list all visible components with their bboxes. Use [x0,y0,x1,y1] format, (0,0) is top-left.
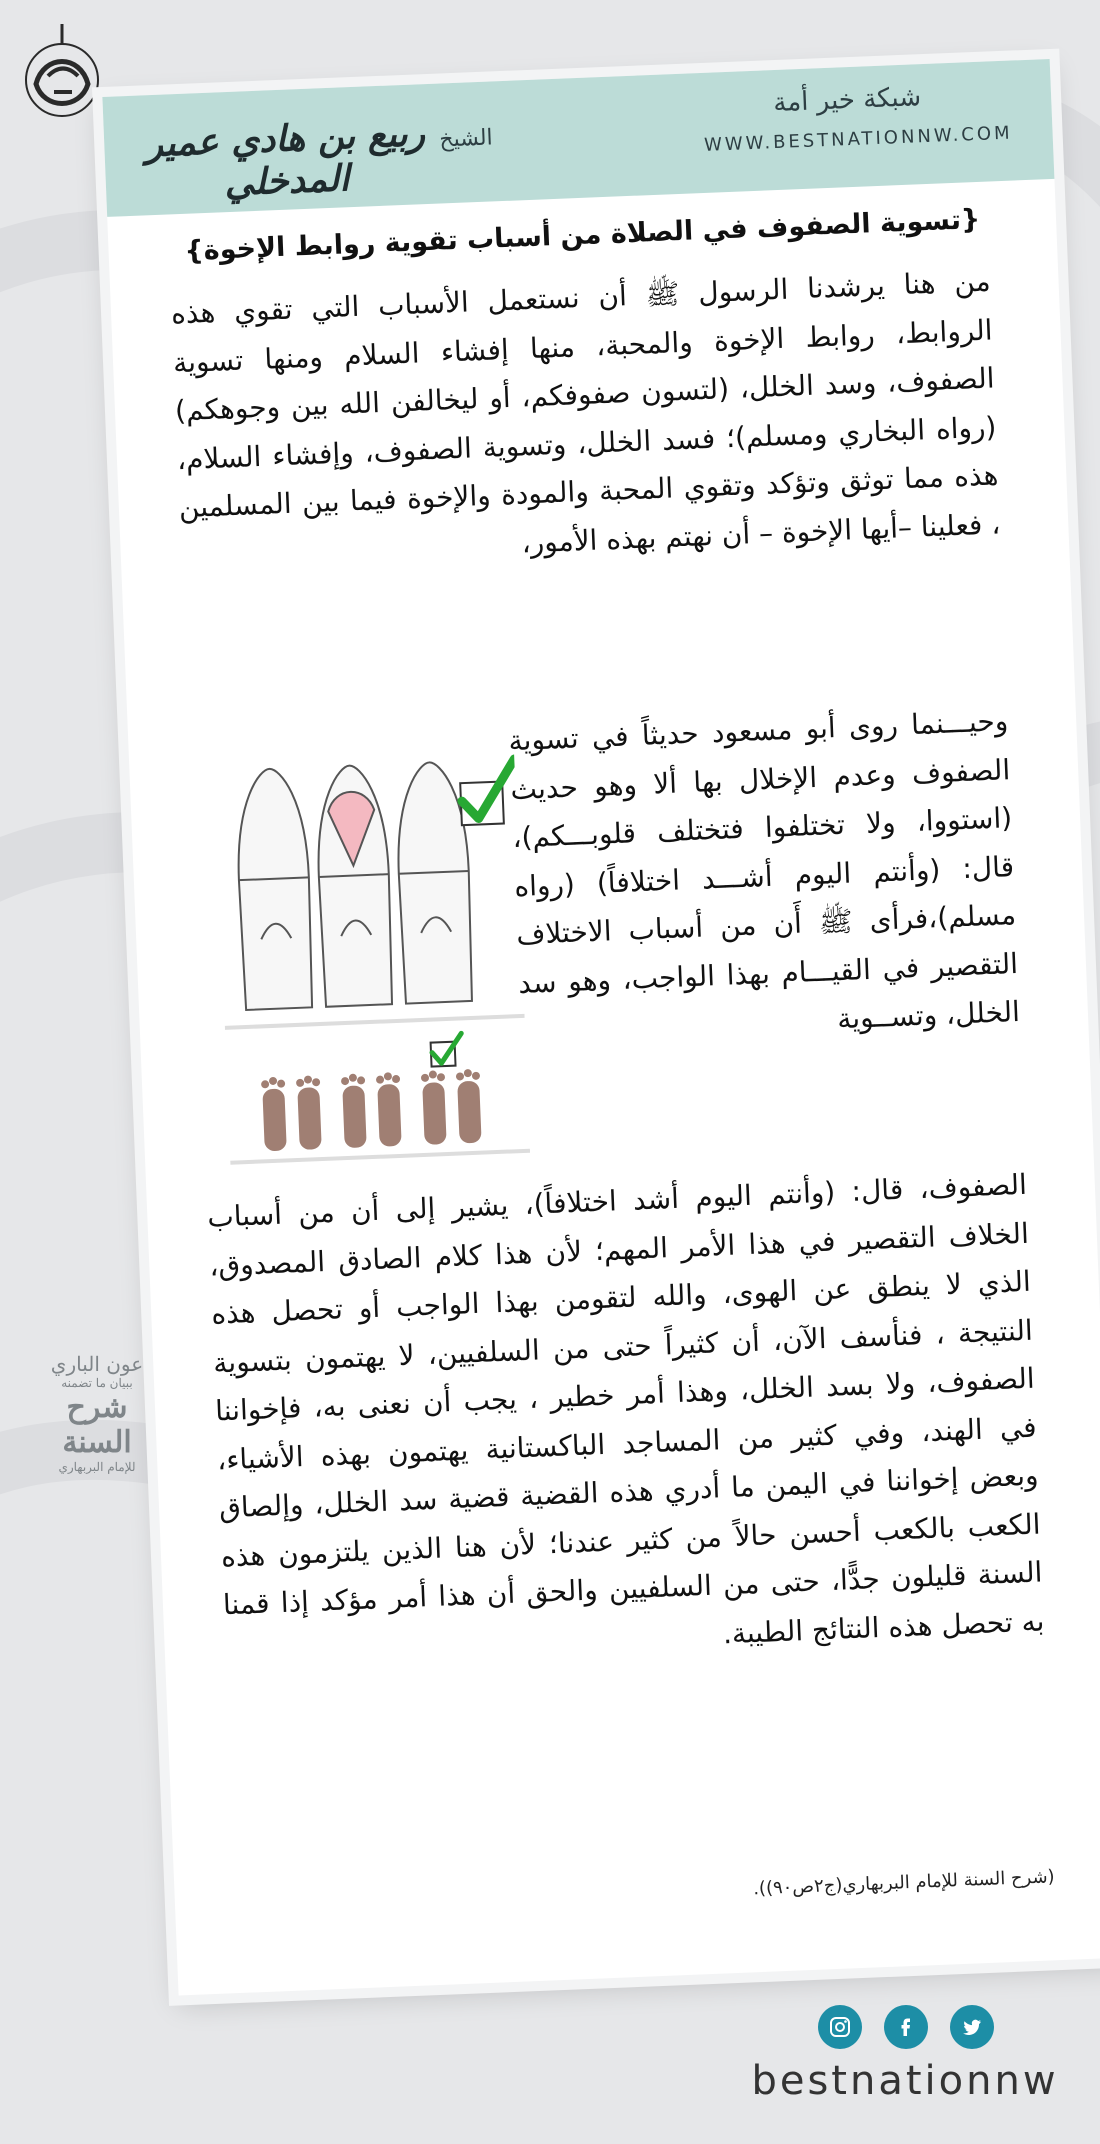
brand-url: WWW.BESTNATIONNW.COM [703,122,1013,156]
paragraph-1: من هنا يرشدنا الرسول ﷺ أن نستعمل الأسباب التي تقوي هذه الروابط، روابط الإخوة والمحبة، منها إفشاء السلام ومنها تسوية الصفوف، وسد الخلل، (لتسون صفوفكم، أو ليخالفن الله بين وجوهكم) (رواه البخاري ومسلم)؛ فسد الخلل، وتسوية الصفوف، وإفشاء السلام، هذه مما توثق وتؤكد وتقوي المحبة والمودة والإخوة فيما بين المسلمين ، فعلينا –أيها الإخوة – أن نهتم بهذه الأمور، [170,264,1001,560]
book-logo-line-3: شرح السنة [62,1390,132,1460]
book-logo-line-2: ببيان ما تضمنه [61,1376,133,1390]
brand-name: شبكة خير أمة [772,82,922,119]
prayer-rows-illustration [213,729,530,1181]
book-logo [38,1352,156,1502]
book-logo-line-1: عون الباري [50,1352,144,1376]
paragraph-3: الصفوف، قال: (وأنتم اليوم أشد اختلافاً)، يشير إلى أن من أسباب الخلاف التقصير في هذا الأمر المهم؛ لأن هذا كلام الصادق المصدوق، الذي لا ينطق عن الهوى، والله لتقومن بهذا الواجب أو تحصل هذه النتيجة ، فنأسف الآن، أن كثيراً حتى من السلفيين، لا يهتمون بتسوية الصفوف، ولا بسد الخلل، وهذا أمر خطير ، يجب أن نعنى به، فإخواننا في الهند، وفي كثير من المساجد الباكستانية يهتمون بهذه الأشياء، وبعض إخواننا في اليمن ما أدري هذه القضية قضية سد الخلل، وإلصاق الكعب بالكعب أحسن حالاً من كثير عندنا؛ لأن هنا الذين يلتزمون هذه السنة قليلون جدًّا، حتى من السلفيين والحق أن هذا أمر مؤكد إذا قمنا به تحصل هذه النتائج الطيبة. [206,1167,1045,1650]
book-logo-line-4: للإمام البربهاري [58,1460,136,1474]
sheikh-label: الشيخ [438,125,494,153]
paragraph-2: وحيـــنما روى أبو مسعود حديثاً في تسوية الصفوف وعدم الإخلال بها ألا وهو حديث (استووا، ولا تختلفوا فتختلف قلوبـــكم)، قال: (وأنتم اليوم أشـــد اختلافاً) (رواه مسلم)،فرأى ﷺ أَن من أسباب الاختلاف التقصير في القيـــام بهذا الواجب، وهو سد الخلل، وتســوية [507,704,1021,1036]
instagram-icon[interactable] [818,2005,862,2049]
article-card [102,59,1100,1996]
twitter-icon[interactable] [950,2005,994,2049]
source-citation: (شرح السنة للإمام البربهاري(ج٢ص٩٠)). [752,1866,1055,1900]
social-links [818,2005,1018,2053]
sheikh-name: ربيع بن هادي عمير المدخلي [144,112,426,205]
footer-handle: bestnationnw [751,2058,1059,2104]
brand-logo [14,14,110,134]
facebook-icon[interactable] [884,2005,928,2049]
article-title: {تسوية الصفوف في الصلاة من أسباب تقوية روابط الإخوة} [183,203,981,267]
